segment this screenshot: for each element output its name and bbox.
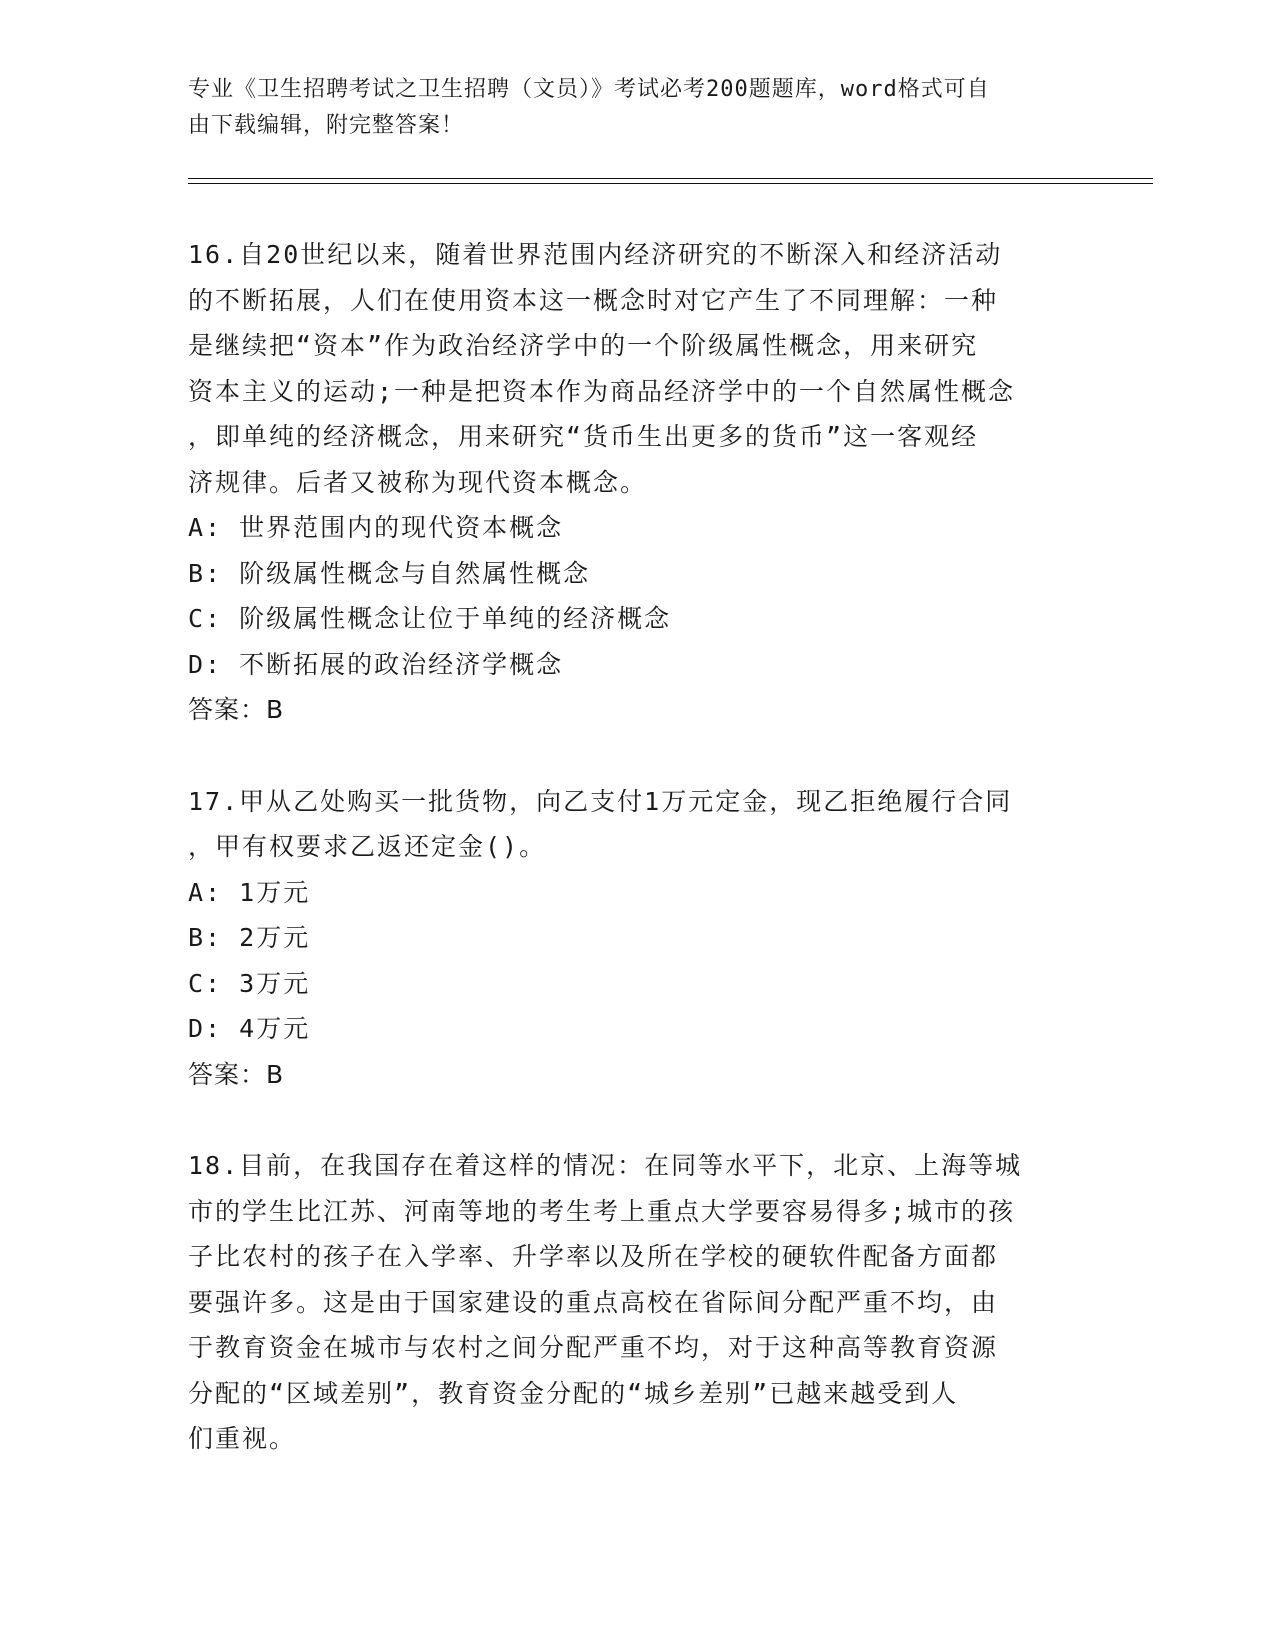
question-stem-line: 济规律。后者又被称为现代资本概念。 (188, 467, 648, 497)
question-stem-line: 16.自20世纪以来，随着世界范围内经济研究的不断深入和经济活动 (188, 240, 1003, 269)
answer-option: A: 世界范围内的现代资本概念 (188, 513, 564, 542)
question-17 (188, 779, 1068, 1098)
header-line-2: 由下载编辑，附完整答案！ (188, 113, 465, 138)
question-stem-line: 18.目前，在我国存在着这样的情况：在同等水平下，北京、上海等城 (188, 1151, 1023, 1180)
document-header (188, 72, 1068, 144)
question-stem-line: 是继续把“资本”作为政治经济学中的一个阶级属性概念，用来研究 (188, 331, 979, 360)
question-stem-line: 要强许多。这是由于国家建设的重点高校在省际间分配严重不均，由 (188, 1287, 999, 1317)
header-divider-bottom (188, 183, 1153, 184)
answer-option: D: 4万元 (188, 1014, 311, 1043)
answer-option: B: 阶级属性概念与自然属性概念 (188, 558, 591, 588)
header-divider-top (188, 178, 1153, 179)
question-stem-line: 们重视。 (188, 1424, 297, 1453)
answer-option: D: 不断拓展的政治经济学概念 (188, 649, 564, 679)
question-stem-line: 子比农村的孩子在入学率、升学率以及所在学校的硬软件配备方面都 (188, 1242, 999, 1271)
question-stem-line: 资本主义的运动;一种是把资本作为商品经济学中的一个自然属性概念 (188, 376, 1016, 406)
answer-option: C: 阶级属性概念让位于单纯的经济概念 (188, 604, 672, 633)
question-18 (188, 1143, 1068, 1462)
question-16 (188, 232, 1068, 733)
question-stem-line: 的不断拓展，人们在使用资本这一概念时对它产生了不同理解：一种 (188, 285, 999, 315)
question-stem-line: ，即单纯的经济概念，用来研究“货币生出更多的货币”这一客观经 (188, 422, 979, 451)
question-stem-line: 于教育资金在城市与农村之间分配严重不均，对于这种高等教育资源 (188, 1333, 999, 1362)
question-stem-line: 17.甲从乙处购买一批货物，向乙支付1万元定金，现乙拒绝履行合同 (188, 786, 1013, 816)
answer-option: C: 3万元 (188, 968, 311, 998)
answer-option: B: 2万元 (188, 923, 311, 952)
answer-key: 答案：B (188, 695, 285, 724)
answer-option: A: 1万元 (188, 877, 311, 907)
question-list (188, 232, 1068, 1508)
question-stem-line: 分配的“区域差别”，教育资金分配的“城乡差别”已越来越受到人 (188, 1378, 959, 1408)
answer-key: 答案：B (188, 1059, 285, 1089)
question-stem-line: ，甲有权要求乙返还定金()。 (188, 832, 547, 861)
question-stem-line: 市的学生比江苏、河南等地的考生考上重点大学要容易得多;城市的孩 (188, 1196, 1016, 1226)
header-line-1: 专业《卫生招聘考试之卫生招聘（文员）》考试必考200题题库，word格式可自 (188, 77, 990, 102)
